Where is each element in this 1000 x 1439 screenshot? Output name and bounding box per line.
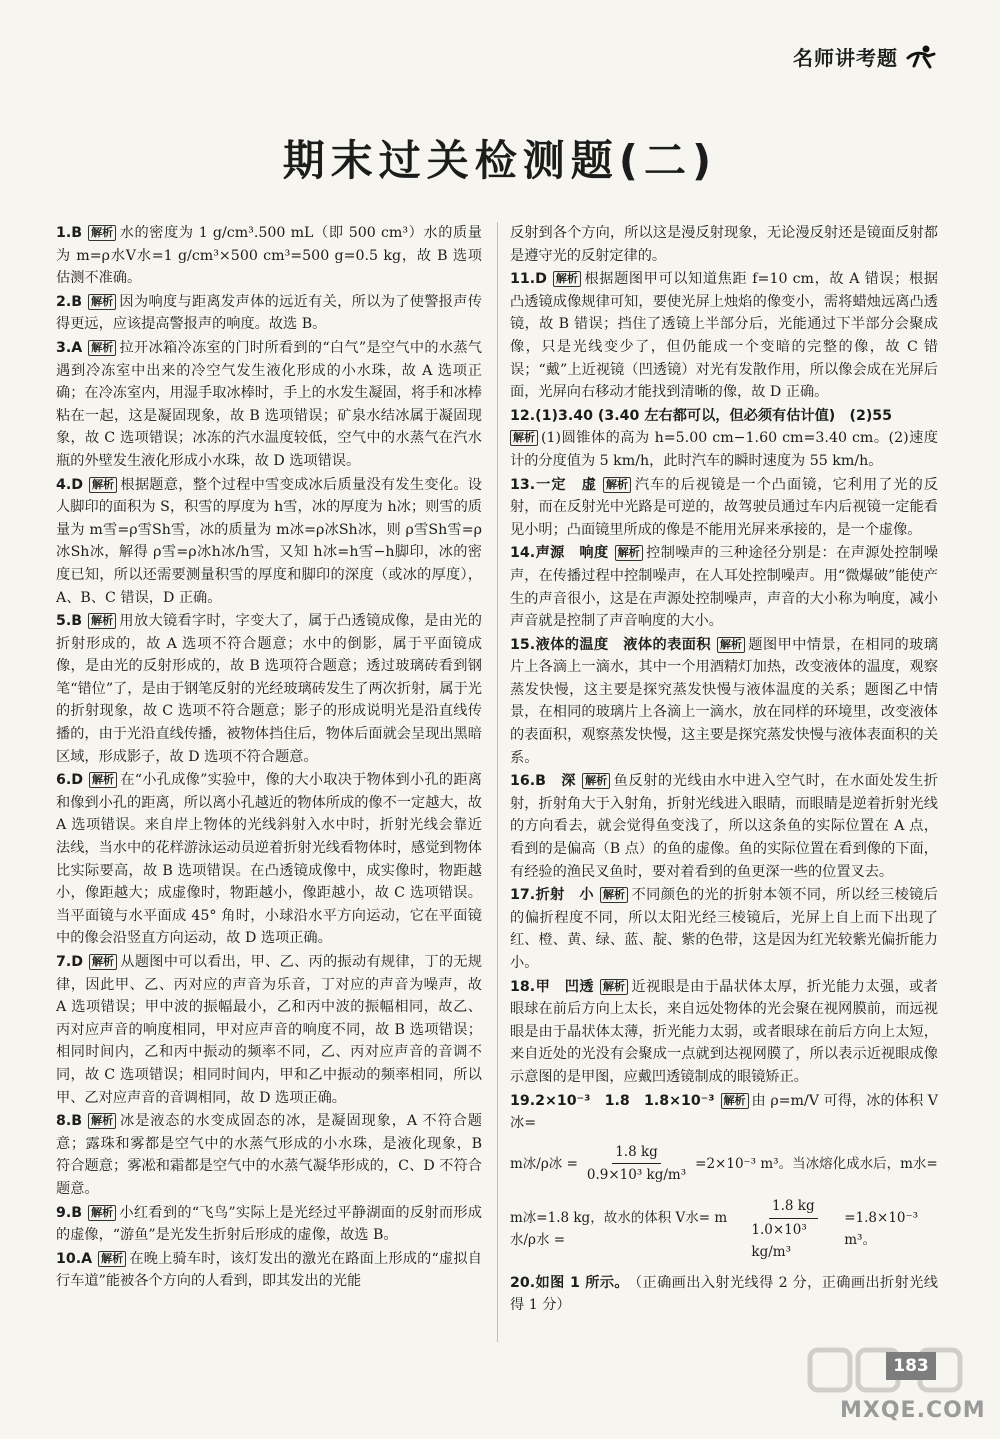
answer-key: D [71,476,84,493]
analysis-tag: 解析 [88,340,116,356]
answer-item [510,405,938,473]
answer-key: 甲 凹透 [535,978,595,995]
explanation-text: 从题图中可以看出，甲、乙、丙的振动有规律，丁的无规律，因此甲、乙、丙对应的声音为乐音，丁对应的声音为噪声，故 A 选项错误；甲中波的振幅最小，乙和丙中波的振幅相同，故乙、丙对应声音的响度相同，甲对应声音的响度不同，故 B 选项错误；相同时间内，乙和丙中振动的频率不同，乙、丙对应声音的音调不同，故 C 选项错误；相同时间内，甲和乙中振动的频率相同，所以甲、乙对应声音的音调相同，故 D 选项正确。 [56,954,482,1106]
formula-line [510,1141,938,1187]
question-number: 11. [510,271,536,288]
watermark-text: MXQE.COM [840,1398,986,1423]
answer-key: B [71,225,83,241]
answer-item [56,610,482,768]
explanation-text: 题图甲中情景，在相同的玻璃片上各滴上一滴水，其中一个用酒精灯加热，改变液体的温度，观察蒸发快慢，这主要是探究蒸发快慢与液体温度的关系；题图乙中情景，在相同的玻璃片上各滴上一滴水，放在同样的环境里，改变液体的表面积，观察蒸发快慢，这主要是探究蒸发快慢与液体表面积的关系。 [510,636,938,766]
answer-item [56,474,482,610]
answer-item [56,951,482,1109]
page-number: 183 [886,1352,936,1380]
explanation-text: 反射到各个方向，所以这是漫反射现象，无论漫反射还是镜面反射都是遵守光的反射定律的。 [510,225,938,264]
analysis-tag: 解析 [88,294,116,310]
explanation-text: 在晚上骑车时，该灯发出的激光在路面上形成的“虚拟自行车道”能被各个方向的人看到，即其发出的光能 [56,1250,482,1290]
question-number: 10. [56,1250,82,1267]
answer-item [510,222,938,267]
explanation-text: （正确画出入射光线得 2 分，正确画出折射光线得 1 分） [510,1274,938,1314]
formula-fraction-denominator: 1.0×10³ kg/m³ [751,1221,807,1261]
page-title: 期末过关检测题(二) [282,136,718,185]
question-number: 9. [56,1204,72,1221]
formula-fraction-numerator: 1.8 kg [769,1195,818,1219]
analysis-tag: 解析 [721,1093,749,1109]
answer-key: B [71,1113,83,1130]
answer-key: D [71,954,84,970]
question-number: 18. [510,978,536,995]
analysis-tag: 解析 [582,773,610,789]
answer-key: B [71,293,83,310]
answer-item [510,976,938,1089]
explanation-text: 鱼反射的光线由水中进入空气时，在水面处发生折射，折射角大于入射角，折射光线进入眼睛，而眼睛是逆着折射光线的方向看去，就会觉得鱼变浅了，所以这条鱼的实际位置在 A 点，看到的是偏高（B 点）的鱼的虚像。鱼的实际位置在看到像的下面，有经验的渔民叉鱼时，要对着看到的鱼更深一些的位置叉去。 [510,773,938,880]
formula-fraction [748,1195,838,1264]
analysis-tag: 解析 [510,430,538,446]
analysis-tag: 解析 [88,1113,116,1129]
analysis-tag: 解析 [600,887,628,903]
answer-item [510,542,938,632]
right-column [510,222,938,1318]
answer-item [510,770,938,883]
formula-rhs: =2×10⁻³ m³。当冰熔化成水后，m水= [695,1155,938,1172]
answer-item [510,268,938,404]
explanation-text: 由 ρ=m/V 可得，冰的体积 V冰= [510,1092,938,1132]
runner-logo-icon [904,44,938,70]
explanation-text: 控制噪声的三种途径分别是：在声源处控制噪声，在传播过程中控制噪声，在人耳处控制噪声。用“微爆破”能使产生的声音很小，这是在声源处控制噪声，声音的大小称为响度，减小声音就是控制了声音响度的大小。 [510,545,938,630]
question-number: 13. [510,476,536,493]
analysis-tag: 解析 [88,1205,116,1221]
answer-key: 一定 虚 [535,476,597,493]
answer-item [510,1272,938,1317]
analysis-tag: 解析 [88,225,116,241]
question-number: 6. [56,772,72,789]
question-number: 12. [510,407,536,424]
answer-key: B 深 [535,773,577,790]
answer-key: D [535,271,547,288]
answer-key: B [71,613,83,630]
formula-line [510,1195,938,1264]
question-number: 20. [510,1274,536,1291]
answer-key: A [81,1250,93,1267]
question-number: 17. [510,887,536,904]
explanation-text: 近视眼是由于晶状体太厚，折光能力太强，或者眼球在前后方向上太长，来自远处物体的光会聚在视网膜前，而远视眼是由于晶状体太薄，折光能力太弱，或者眼球在前后方向上太短，来自近处的光没有会聚成一点就到达视网膜了，所以表示近视眼成像示意图的是甲图，应戴凹透镜制成的眼镜矫正。 [510,978,938,1085]
question-number: 8. [56,1113,72,1130]
answer-item [510,474,938,542]
answer-item [56,222,482,290]
answer-item [510,1090,938,1135]
explanation-text: (1)圆锥体的高为 h=5.00 cm−1.60 cm=3.40 cm。(2)速度计的分度值为 5 km/h，此时汽车的瞬时速度为 55 km/h。 [510,430,938,469]
question-number: 14. [510,545,536,562]
answer-item [510,634,938,770]
formula-fraction [584,1141,689,1187]
analysis-tag: 解析 [603,477,631,493]
answer-key: 声源 响度 [535,545,609,562]
analysis-tag: 解析 [717,637,745,653]
answer-key: D [71,772,84,789]
analysis-tag: 解析 [553,271,581,287]
analysis-tag: 解析 [615,545,643,561]
explanation-text: 根据题意，整个过程中雪变成冰后质量没有发生变化。设人脚印的面积为 S，积雪的厚度为 h雪，冰的厚度为 h冰；则雪的质量为 m雪=ρ雪Sh雪，冰的质量为 m冰=ρ冰Sh冰，则 ρ雪Sh雪=ρ冰Sh冰，解得 ρ雪=ρ冰h冰/h雪，又知 h冰=h雪−h脚印，冰的密度已知，所以还需要测量积雪的厚度和脚印的深度（或冰的厚度），A、B、C 错误，D 正确。 [56,476,482,606]
answer-key: (1)3.40 (3.40 左右都可以，但必须有估计值) (2)55 [535,407,893,424]
question-number: 2. [56,293,72,310]
answer-item [56,769,482,950]
analysis-tag: 解析 [89,954,117,970]
answer-item [56,291,482,336]
answer-key: B [71,1204,83,1221]
question-number: 1. [56,225,72,241]
question-number: 15. [510,636,536,653]
analysis-tag: 解析 [89,772,117,788]
answer-key: 如图 1 所示。 [535,1274,629,1291]
formula-rhs: =1.8×10⁻³ m³。 [844,1209,919,1249]
explanation-text: 水的密度为 1 g/cm³.500 mL（即 500 cm³）水的质量为 m=ρ水V水=1 g/cm³×500 cm³=500 g=0.5 kg，故 B 选项估测不准确。 [56,225,482,287]
question-number: 7. [56,954,72,970]
question-number: 3. [56,339,72,356]
formula-fraction-denominator: 0.9×10³ kg/m³ [586,1167,687,1184]
explanation-text: 汽车的后视镜是一个凸面镜，它利用了光的反射，而在反射光中光路是可逆的，故驾驶员通过车内后视镜一定能看见小明；凸面镜里所成的像是不能用光屏来承接的，是一个虚像。 [510,476,938,538]
analysis-tag: 解析 [600,979,628,995]
explanation-text: 小红看到的“飞鸟”实际上是光经过平静湖面的反射而形成的虚像，“游鱼”是光发生折射后形成的虚像，故选 B。 [56,1204,482,1244]
answer-item [510,884,938,974]
analysis-tag: 解析 [88,613,116,629]
question-number: 5. [56,613,72,630]
explanation-text: 拉开冰箱冷冻室的门时所看到的“白气”是空气中的水蒸气遇到冷冻室中出来的冷空气发生液化形成的小水珠，故 A 选项正确；在冷冻室内，用湿手取冰棒时，手上的水发生凝固，将手和冰棒粘在一起，这是凝固现象，故 B 选项错误；矿泉水结冰属于凝固现象，故 C 选项错误；冰冻的汽水温度较低，空气中的水蒸气在汽水瓶的外壁发生液化形成小水珠，故 D 选项错误。 [56,339,482,469]
formula-fraction-numerator: 1.8 kg [612,1141,661,1165]
question-number: 16. [510,773,536,790]
answer-key: 折射 小 [535,887,595,904]
column-divider [497,222,498,1342]
analysis-tag: 解析 [89,477,117,493]
explanation-text: 因为响度与距离发声体的远近有关，所以为了使警报声传得更远，应该提高警报声的响度。故选 B。 [56,293,482,333]
answer-key: 液体的温度 液体的表面积 [535,636,711,653]
left-column [56,222,482,1294]
answer-item [56,1202,482,1247]
explanation-text: 不同颜色的光的折射本领不同，所以经三棱镜后的偏折程度不同，所以太阳光经三棱镜后，光屏上自上而下出现了红、橙、黄、绿、蓝、靛、紫的色带，这是因为红光较紫光偏折能力小。 [510,887,938,971]
header-title: 名师讲考题 [793,46,898,70]
explanation-text: 冰是液态的水变成固态的冰，是凝固现象，A 不符合题意；露珠和雾都是空气中的水蒸气形成的小水珠，是液化现象，B 符合题意；雾凇和霜都是空气中的水蒸气凝华形成的，C、D 不符合题意。 [56,1113,482,1197]
answer-item [56,1248,482,1293]
page-header [793,42,938,71]
formula-lhs: m冰=1.8 kg，故水的体积 V水= m水/ρ水 = [510,1209,728,1249]
question-number: 4. [56,476,72,493]
question-number: 19. [510,1092,536,1109]
explanation-text: 根据题图甲可以知道焦距 f=10 cm，故 A 错误；根据凸透镜成像规律可知，要使光屏上烛焰的像变小，需将蜡烛远离凸透镜，故 B 错误；挡住了透镜上半部分后，光能通过下半部分会聚成像，只是光线变少了，但仍能成一个变暗的完整的像，故 C 错误；“戴”上近视镜（凹透镜）对光有发散作用，所以像会成在光屏后面，光屏向右移动才能找到清晰的像，故 D 正确。 [510,271,938,401]
explanation-text: 用放大镜看字时，字变大了，属于凸透镜成像，是由光的折射形成的，故 A 选项不符合题意；水中的倒影，属于平面镜成像，是由光的反射形成的，故 B 选项符合题意；透过玻璃砖看到钢笔“错位”了，是由于钢笔反射的光经玻璃砖发生了两次折射，属于光的折射现象，故 C 选项不符合题意；影子的形成说明光是沿直线传播的，由于光沿直线传播，被物体挡住后，物体后面就会呈现出黑暗区域，形成影子，故 D 选项不符合题意。 [56,613,482,765]
answer-key: 2×10⁻³ 1.8 1.8×10⁻³ [535,1092,715,1109]
answer-key: A [71,339,83,356]
answer-item [56,337,482,473]
explanation-text: 在“小孔成像”实验中，像的大小取决于物体到小孔的距离和像到小孔的距离，所以离小孔越近的物体所成的像不一定越大，故 A 选项错误。来自岸上物体的光线斜射入水中时，折射光线会靠近法线，当水中的花样游泳运动员逆着折射光线看物体时，感觉到物体比实际要高，故 B 选项错误。在凸透镜成像中，成实像时，物距越小，像距越大；成虚像时，物距越小，像距越小，故 C 选项错误。当平面镜与水平面成 45° 角时，小球沿水平方向运动，它在平面镜中的像会沿竖直方向运动，故 D 选项正确。 [56,772,482,947]
answer-item [56,1110,482,1200]
formula-lhs: m冰/ρ冰 = [510,1155,578,1172]
analysis-tag: 解析 [98,1251,126,1267]
